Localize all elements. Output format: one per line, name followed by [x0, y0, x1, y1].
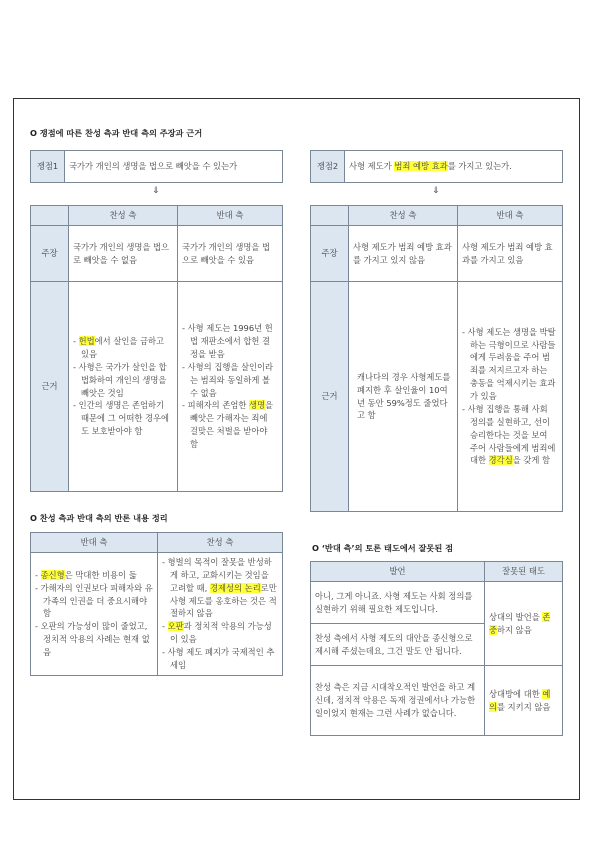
- issue2-reason-pro: 캐나다의 경우 사형제도를 폐지한 후 살인율이 10여년 동안 59%정도 줄었다고 함: [349, 282, 458, 512]
- issue1-corner: [31, 206, 69, 226]
- rebuttal-pro-item: - 사형 제도 폐지가 국제적인 추세임: [162, 647, 275, 670]
- rebuttal-pro-item: - 형벌의 목적이 잘못을 반성하게 하고, 교화시키는 것임을 고려할 때, 경제성의 논리로만 사형 제도를 옹호하는 것은 적절하지 않음: [162, 557, 277, 619]
- attitude-table: [310, 561, 563, 736]
- issue2-claim-label: 주장: [311, 226, 349, 282]
- issue2-label: 쟁점2: [311, 151, 345, 183]
- issue2-con-reason: - 사형 제도는 생명을 박탈하는 극형이므로 사람들에게 두려움을 주어 범죄를 저지르고자 하는 충동을 억제시키는 효과가 있음: [462, 326, 556, 402]
- issue2-claim-pro: 사형 제도가 범죄 예방 효과를 가지고 있지 않음: [349, 226, 458, 282]
- issue1-label: 쟁점1: [31, 151, 65, 183]
- issue1-con-reason: - 피해자의 존엄한 생명을 빼앗은 가해자는 죄에 걸맞은 처벌을 받아야 함: [182, 400, 274, 449]
- attitude-fault: 상대의 발언을 존중하지 않음: [485, 582, 563, 666]
- issue2-claim-con: 사형 제도가 범죄 예방 효과를 가지고 있음: [458, 226, 563, 282]
- attitude-remark: 아니, 그게 아니죠. 사형 제도는 사회 정의를 실현하기 위해 필요한 제도입니다.: [311, 582, 485, 624]
- section1-title: O 쟁점에 따른 찬성 측과 반대 측의 주장과 근거: [30, 128, 203, 138]
- section2-title: O 찬성 측과 반대 측의 반론 내용 정리: [30, 513, 168, 523]
- rebuttal-pro-item: - 오판과 정치적 악용의 가능성이 있음: [162, 621, 272, 645]
- issue1-question-table: [30, 150, 283, 183]
- issue2-reasons-con: [458, 282, 563, 512]
- issue1-pro-reason: - 헌법에서 살인을 금하고 있음: [73, 336, 165, 359]
- issue2-con-header: 반대 측: [458, 206, 563, 226]
- issue2-corner: [311, 206, 349, 226]
- rebuttal-con-item: - 종신형은 막대한 비용이 듦: [35, 569, 137, 580]
- issue1-arrow: ⇓: [152, 186, 160, 196]
- attitude-remark-header: 발언: [311, 562, 485, 582]
- issue1-pro-reason: - 인간의 생명은 존엄하기 때문에 그 어떠한 경우에도 보호받아야 함: [73, 400, 170, 437]
- rebuttal-table: [30, 532, 283, 676]
- section3-title: O ‘반대 측’의 토론 태도에서 잘못된 점: [312, 543, 454, 553]
- issue1-claim-con: 국가가 개인의 생명을 법으로 빼앗을 수 있음: [178, 226, 283, 282]
- issue2-pro-header: 찬성 측: [349, 206, 458, 226]
- attitude-remark: 찬성 측에서 사형 제도의 대안을 종신형으로 제시해 주셨는데요, 그건 말도 안 됩니다.: [311, 624, 485, 666]
- issue2-arrow: ⇓: [432, 186, 440, 196]
- rebuttal-con-item: - 가해자의 인권보다 피해자와 유가족의 인권을 더 중요시해야 함: [35, 582, 153, 619]
- rebuttal-con-item: - 오판의 가능성이 많이 줄었고, 정치적 악용의 사례는 현재 없음: [35, 621, 150, 658]
- issue1-con-header: 반대 측: [178, 206, 283, 226]
- attitude-remark: 찬성 측은 지금 시대착오적인 발언을 하고 계신데, 정치적 악용은 독재 정권에서나 가능한 일이었지 현재는 그런 사례가 없습니다.: [311, 666, 485, 736]
- issue2-table: [310, 205, 563, 512]
- issue1-reason-label: 근거: [31, 282, 69, 492]
- issue1-con-reason: - 사형 제도는 1996년 헌법 재판소에서 합헌 결정을 받음: [182, 323, 273, 359]
- rebuttal-con-cell: [31, 553, 158, 676]
- attitude-fault: 상대방에 대한 예의를 지키지 않음: [485, 666, 563, 736]
- rebuttal-pro-header: 찬성 측: [158, 533, 283, 553]
- rebuttal-pro-cell: [158, 553, 283, 676]
- issue1-reasons-con: [178, 282, 283, 492]
- issue1-table: [30, 205, 283, 492]
- rebuttal-con-header: 반대 측: [31, 533, 158, 553]
- issue1-con-reason: - 사형의 집행을 살인이라는 범죄와 동일하게 볼 수 없음: [182, 361, 274, 398]
- attitude-fault-header: 잘못된 태도: [485, 562, 563, 582]
- issue2-con-reason: - 사형 집행을 통해 사회 정의를 실현하고, 선이 승리한다는 것을 보여 주어 사람들에게 범죄에 대한 경각심을 갖게 함: [462, 403, 556, 466]
- issue1-pro-header: 찬성 측: [69, 206, 178, 226]
- issue1-question: 국가가 개인의 생명을 법으로 빼앗을 수 있는가: [65, 151, 283, 183]
- issue2-question-table: [310, 150, 563, 183]
- issue1-claim-pro: 국가가 개인의 생명을 법으로 빼앗을 수 없음: [69, 226, 178, 282]
- issue1-pro-reason: - 사형은 국가가 살인을 합법화하여 개인의 생명을 빼앗은 것임: [73, 361, 167, 398]
- issue2-reason-label: 근거: [311, 282, 349, 512]
- issue1-claim-label: 주장: [31, 226, 69, 282]
- issue2-question: 사형 제도가 범죄 예방 효과를 가지고 있는가.: [345, 151, 563, 183]
- issue1-reasons-pro: [69, 282, 178, 492]
